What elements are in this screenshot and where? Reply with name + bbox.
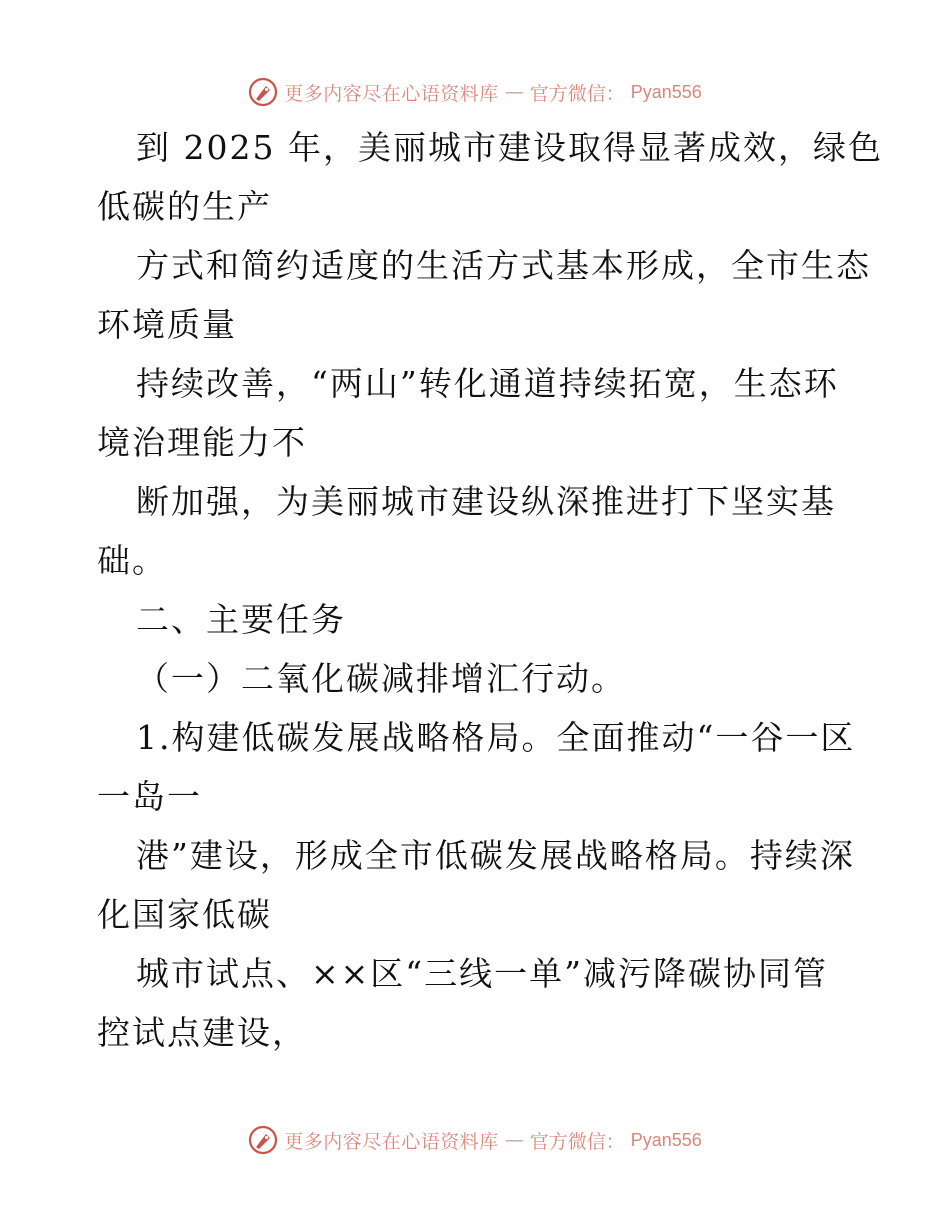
text-line: 环境质量 [97, 305, 237, 344]
text-line: 化国家低碳 [97, 895, 272, 934]
text-line: 低碳的生产 [97, 187, 272, 226]
footer-watermark [0, 1120, 950, 1160]
text-line: 港”建设，形成全市低碳发展战略格局。持续深 [136, 836, 855, 875]
text-line: 持续改善，“两山”转化通道持续拓宽，生态环 [136, 364, 839, 403]
text-line: 境治理能力不 [97, 423, 307, 462]
text-line: 1.构建低碳发展战略格局。全面推动“一谷一区 [136, 718, 856, 757]
document-body [97, 118, 883, 1062]
watermark-contact-id: Pyan556 [630, 81, 702, 102]
watermark-text: 更多内容尽在心语资料库 [284, 1130, 499, 1153]
watermark-contact-id: Pyan556 [630, 1129, 702, 1150]
watermark-separator: — [504, 81, 524, 103]
text-line: 一岛一 [97, 777, 202, 816]
watermark-separator: — [504, 1129, 524, 1151]
pen-nib-logo-icon [248, 77, 278, 107]
text-line: 础。 [97, 541, 167, 580]
text-line: 到 2025 年，美丽城市建设取得显著成效，绿色 [136, 128, 883, 167]
watermark-contact-label: 官方微信： [529, 1130, 625, 1153]
section-heading: 二、主要任务 [136, 600, 346, 639]
watermark-text: 更多内容尽在心语资料库 [284, 82, 499, 105]
text-line: 方式和简约适度的生活方式基本形成，全市生态 [136, 246, 871, 285]
text-line: 断加强，为美丽城市建设纵深推进打下坚实基 [136, 482, 836, 521]
text-line: 城市试点、××区“三线一单”减污降碳协同管 [136, 954, 829, 993]
text-line: 控试点建设， [97, 1013, 307, 1052]
subsection-heading: （一）二氧化碳减排增汇行动。 [136, 659, 626, 698]
pen-nib-logo-icon [248, 1125, 278, 1155]
watermark-contact-label: 官方微信： [529, 82, 625, 105]
header-watermark [0, 72, 950, 112]
